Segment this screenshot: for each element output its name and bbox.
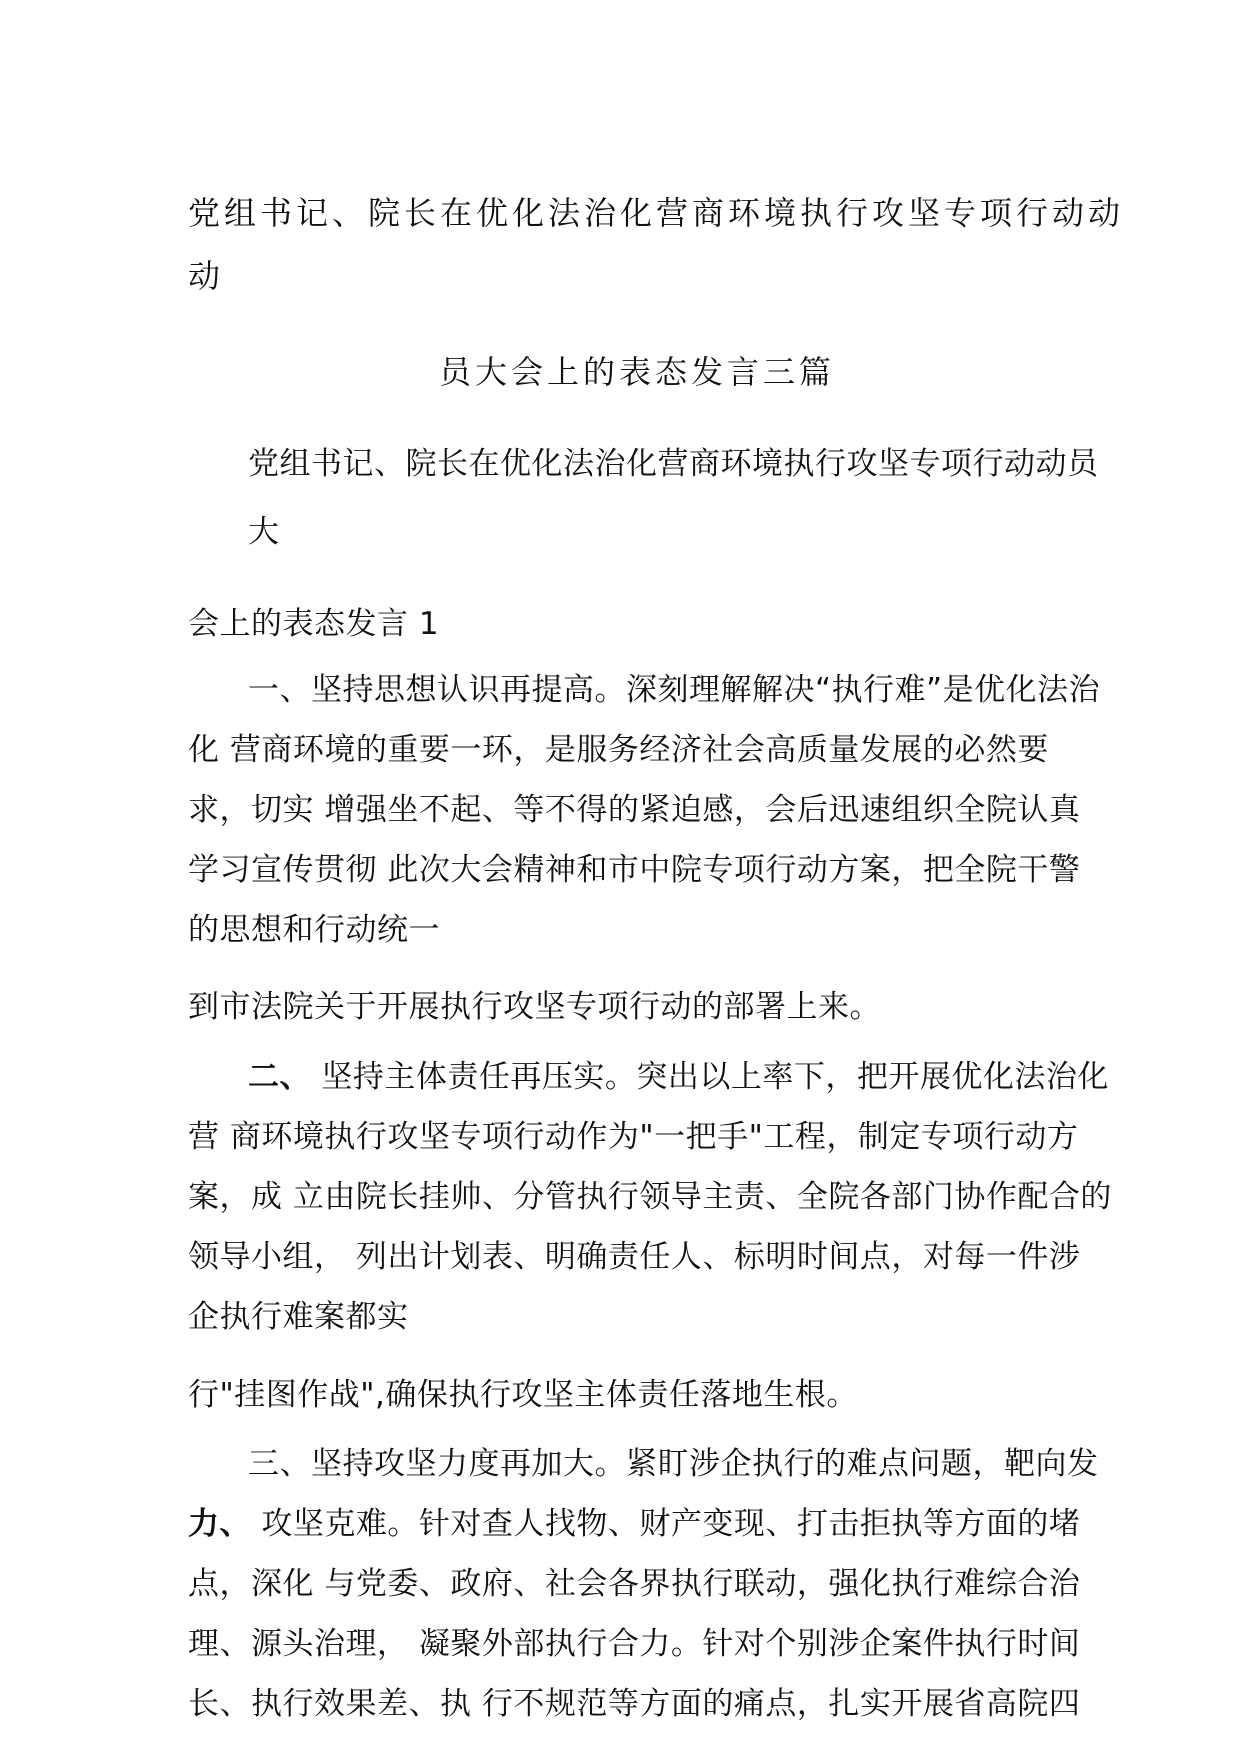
paragraph-3-line-4: 理、源头治理， 凝聚外部执行合力。针对个别涉企案件执行时间 <box>188 1626 1081 1662</box>
paragraph-1-line-3: 求，切实 增强坐不起、等不得的紧迫感，会后迅速组织全院认真 <box>188 792 1081 828</box>
paragraph-2-line-2: 营 商环境执行攻坚专项行动作为"一把手"工程，制定专项行动方 <box>188 1119 1079 1155</box>
paragraph-3-line-5: 长、执行效果差、执 行不规范等方面的痛点，扎实开展省高院四 <box>188 1686 1081 1722</box>
paragraph-1-line-2: 化 营商环境的重要一环，是服务经济社会高质量发展的必然要 <box>188 732 1049 768</box>
document-title-line-3: 员大会上的表态发言三篇 <box>439 353 836 391</box>
paragraph-1-line-5: 的思想和行动统一 <box>188 912 440 948</box>
paragraph-2-number: 二、 <box>248 1059 311 1095</box>
section-heading-line-3: 会上的表态发言 1 <box>188 606 440 642</box>
paragraph-3-bold-lead: 力、 <box>188 1506 251 1542</box>
document-title-line-2: 动 <box>188 257 225 295</box>
paragraph-2-line-1 <box>248 1057 1109 1097</box>
paragraph-2-line-5: 企执行难案都实 <box>188 1299 409 1335</box>
paragraph-2-line-4: 领导小组， 列出计划表、明确责任人、标明时间点，对每一件涉 <box>188 1239 1081 1275</box>
paragraph-2-first-line-text: 坚持主体责任再压实。突出以上率下，把开展优化法治化 <box>311 1059 1109 1095</box>
section-heading-line-2: 大 <box>248 514 280 550</box>
paragraph-1-line-4: 学习宣传贯彻 此次大会精神和市中院专项行动方案，把全院干警 <box>188 852 1081 888</box>
paragraph-3-line-1: 三、坚持攻坚力度再加大。紧盯涉企执行的难点问题，靶向发 <box>248 1446 1099 1482</box>
paragraph-2-line-3: 案，成 立由院长挂帅、分管执行领导主责、全院各部门协作配合的 <box>188 1179 1112 1215</box>
paragraph-3-line-2-text: 攻坚克难。针对查人找物、财产变现、打击拒执等方面的堵 <box>251 1506 1081 1542</box>
paragraph-1-line-6: 到市法院关于开展执行攻坚专项行动的部署上来。 <box>188 989 881 1025</box>
document-title-line-1: 党组书记、院长在优化法治化营商环境执行攻坚专项行动动 <box>188 194 1125 232</box>
paragraph-1-line-1: 一、坚持思想认识再提高。深刻理解解决“执行难”是优化法治 <box>248 672 1101 708</box>
paragraph-3-line-2 <box>188 1504 1080 1544</box>
section-heading-line-1: 党组书记、院长在优化法治化营商环境执行攻坚专项行动动员 <box>248 446 1099 482</box>
paragraph-3-line-3: 点，深化 与党委、政府、社会各界执行联动，强化执行难综合治 <box>188 1566 1081 1602</box>
paragraph-2-line-6: 行"挂图作战",确保执行攻坚主体责任落地生根。 <box>188 1377 858 1413</box>
